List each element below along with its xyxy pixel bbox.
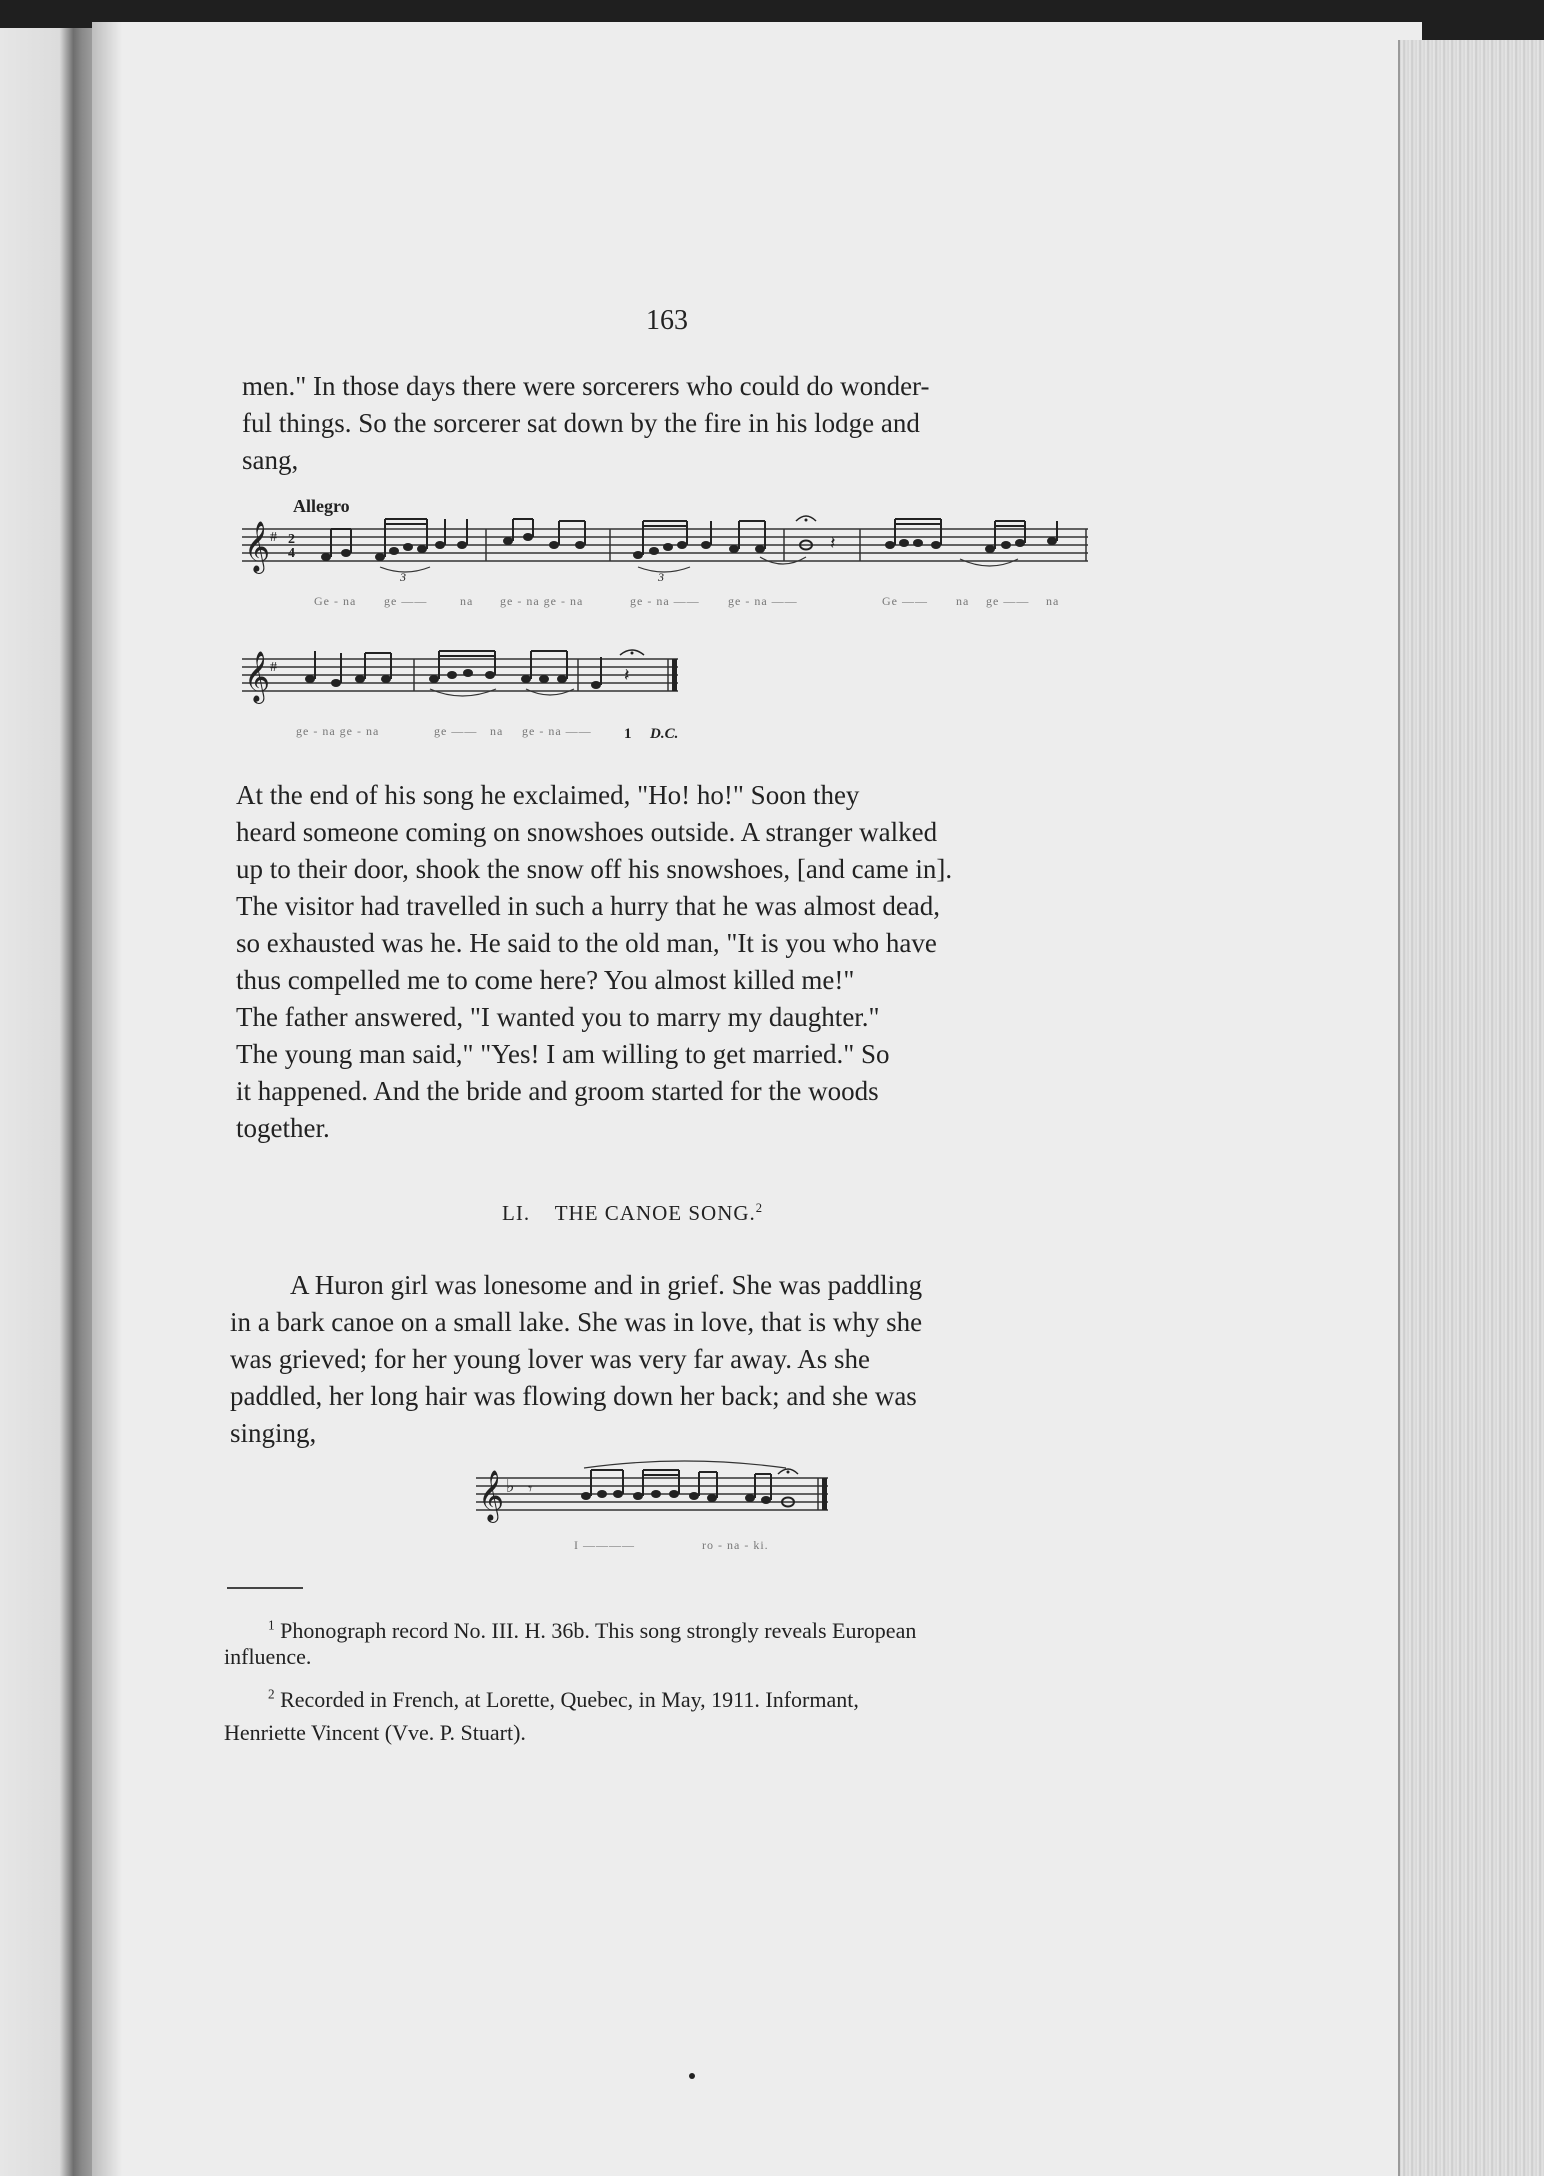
svg-text:𝄾: 𝄾 — [528, 1481, 533, 1498]
lyric-syllable: ge - na —— — [522, 724, 592, 738]
paragraph-line: men." In those days there were sorcerers who could do wonder- — [242, 371, 930, 401]
paragraph-line: sang, — [242, 445, 299, 475]
footnote-rule — [227, 1587, 303, 1589]
paragraph-line: up to their door, shook the snow off his snowshoes, [and came in]. — [236, 854, 953, 884]
da-capo-marking: D.C. — [650, 726, 679, 742]
svg-text:𝄞: 𝄞 — [478, 1471, 505, 1520]
section-number: LI. — [502, 1201, 531, 1225]
footnote-text: Phonograph record No. III. H. 36b. This song strongly reveals European — [280, 1618, 917, 1643]
lyric-syllable: na — [490, 724, 504, 738]
footnote-1-continued: influence. — [224, 1644, 312, 1669]
lyric-syllable: na — [1046, 594, 1060, 608]
svg-text:𝄞: 𝄞 — [244, 652, 271, 701]
paragraph-line: was grieved; for her young lover was very far away. As she — [230, 1344, 871, 1374]
svg-text:𝄞: 𝄞 — [244, 522, 271, 571]
svg-text:𝄽: 𝄽 — [624, 665, 630, 685]
footnote-2 — [268, 1683, 859, 1716]
paragraph-line: it happened. And the bride and groom started for the woods — [236, 1076, 879, 1106]
music-staff-1 — [240, 515, 1100, 585]
paragraph-line: The visitor had travelled in such a hurry that he was almost dead, — [236, 891, 941, 921]
lyric-syllable: ge - na ge - na — [296, 724, 380, 738]
paragraph-line: ful things. So the sorcerer sat down by the fire in his lodge and — [242, 408, 920, 438]
svg-text:3: 3 — [400, 570, 406, 584]
lyric-syllable: ge —— — [986, 594, 1030, 608]
paragraph-line: The young man said," "Yes! I am willing to get married." So — [236, 1039, 890, 1069]
lyric-syllable: ge —— — [434, 724, 478, 738]
section-title: THE CANOE SONG. — [554, 1201, 756, 1225]
paragraph-line: together. — [236, 1113, 330, 1143]
footnote-1 — [268, 1614, 916, 1647]
lyric-syllable: Ge —— — [882, 594, 928, 608]
lyric-syllable: ge - na —— — [728, 594, 798, 608]
lyric-syllable: ge - na —— — [630, 594, 700, 608]
paragraph-line: thus compelled me to come here? You almost killed me!" — [236, 965, 855, 995]
page-speck — [689, 2073, 695, 2079]
page-edges — [1398, 40, 1544, 2176]
gutter-shadow — [92, 22, 122, 2176]
paragraph-line: singing, — [230, 1418, 317, 1448]
paragraph-line: in a bark canoe on a small lake. She was in love, that is why she — [230, 1307, 923, 1337]
tempo-marking: Allegro — [293, 496, 350, 516]
lyric-syllable: ge - na ge - na — [500, 594, 584, 608]
svg-text:2: 2 — [288, 532, 295, 547]
footnote-marker: 1 — [624, 726, 632, 742]
svg-text:#: # — [270, 660, 277, 675]
lyric-syllable: ge —— — [384, 594, 428, 608]
paragraph-line: The father answered, "I wanted you to marry my daughter." — [236, 1002, 880, 1032]
lyric-syllable: ro - na - ki. — [702, 1538, 769, 1552]
music-staff-2 — [240, 645, 700, 715]
section-heading — [502, 1195, 763, 1232]
paragraph-line: so exhausted was he. He said to the old man, "It is you who have — [236, 928, 937, 958]
lyric-syllable: Ge - na — [314, 594, 357, 608]
svg-text:4: 4 — [288, 546, 295, 561]
svg-text:♭: ♭ — [506, 1476, 515, 1496]
paragraph-line: heard someone coming on snowshoes outside. A stranger walked — [236, 817, 938, 847]
svg-text:3: 3 — [658, 570, 664, 584]
lyric-syllable: I ———— — [574, 1538, 635, 1552]
footnote-marker: 1 — [268, 1617, 275, 1633]
page-number: 163 — [646, 305, 688, 336]
footnote-2-continued: Henriette Vincent (Vve. P. Stuart). — [224, 1720, 526, 1745]
footnote-marker: 2 — [755, 1201, 764, 1215]
svg-text:#: # — [270, 530, 277, 545]
lyric-syllable: na — [956, 594, 970, 608]
svg-text:𝄽: 𝄽 — [830, 533, 836, 553]
paragraph-line: A Huron girl was lonesome and in grief. She was paddling — [290, 1270, 923, 1300]
footnote-text: Recorded in French, at Lorette, Quebec, in May, 1911. Informant, — [280, 1687, 859, 1712]
music-staff-3 — [474, 1460, 834, 1530]
footnote-marker: 2 — [268, 1686, 275, 1702]
paragraph-line: paddled, her long hair was flowing down her back; and she was — [230, 1381, 917, 1411]
paragraph-line: At the end of his song he exclaimed, "Ho! ho!" Soon they — [236, 780, 860, 810]
lyric-syllable: na — [460, 594, 474, 608]
